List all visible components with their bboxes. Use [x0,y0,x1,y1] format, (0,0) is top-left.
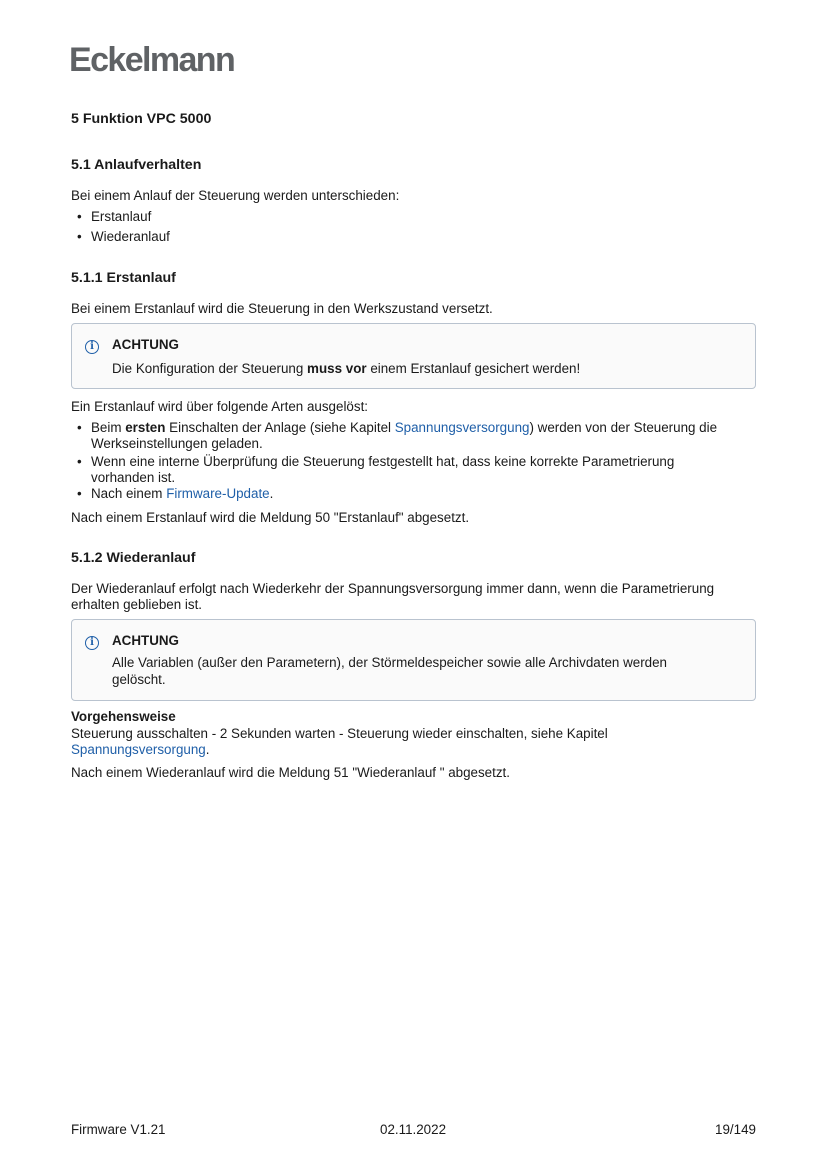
notice-box [71,619,756,701]
paragraph: Ein Erstanlauf wird über folgende Arten ausgelöst: [71,399,369,414]
link-firmware-update[interactable]: Firmware-Update [166,486,270,501]
paragraph: Nach einem Wiederanlauf wird die Meldung 51 "Wiederanlauf " abgesetzt. [71,765,510,780]
footer-page-number: 19/149 [715,1122,756,1137]
link-spannungsversorgung[interactable]: Spannungsversorgung [394,420,530,435]
company-logo: Eckelmann [69,41,235,79]
section-heading-5-1-1: 5.1.1 Erstanlauf [71,270,176,286]
paragraph: Bei einem Erstanlauf wird die Steuerung in den Werkszustand versetzt. [71,301,493,316]
section-heading-5-1-2: 5.1.2 Wiederanlauf [71,550,196,566]
footer-date: 02.11.2022 [380,1122,447,1137]
procedure-title: Vorgehensweise [71,709,176,724]
notice-box [71,323,756,389]
paragraph: Bei einem Anlauf der Steuerung werden unterschieden: [71,188,400,203]
info-icon: i [85,340,99,354]
paragraph: Der Wiederanlauf erfolgt nach Wiederkehr der Spannungsversorgung immer dann, wenn die Parametrierung erhalten geblieben ist. [71,581,715,612]
chapter-number: 5 [71,111,79,127]
footer-firmware: Firmware V1.21 [71,1122,166,1137]
chapter-title: Funktion VPC 5000 [82,111,212,127]
paragraph: Steuerung ausschalten - 2 Sekunden warten - Steuerung wieder einschalten, siehe Kapitel Spannungsversorgung. [71,726,608,757]
info-icon: i [85,636,99,650]
notice-text: Alle Variablen (außer den Parametern), der Störmeldespeicher sowie alle Archivdaten werden gelöscht. [112,655,668,687]
section-heading-5-1: 5.1 Anlaufverhalten [71,157,202,173]
paragraph: Nach einem Erstanlauf wird die Meldung 50 "Erstanlauf" abgesetzt. [71,510,470,525]
notice-text: Die Konfiguration der Steuerung muss vor einem Erstanlauf gesichert werden! [112,361,581,376]
chapter-heading [71,111,211,127]
notice-title: ACHTUNG [112,337,179,352]
notice-title: ACHTUNG [112,633,179,648]
link-spannungsversorgung[interactable]: Spannungsversorgung [71,742,206,757]
